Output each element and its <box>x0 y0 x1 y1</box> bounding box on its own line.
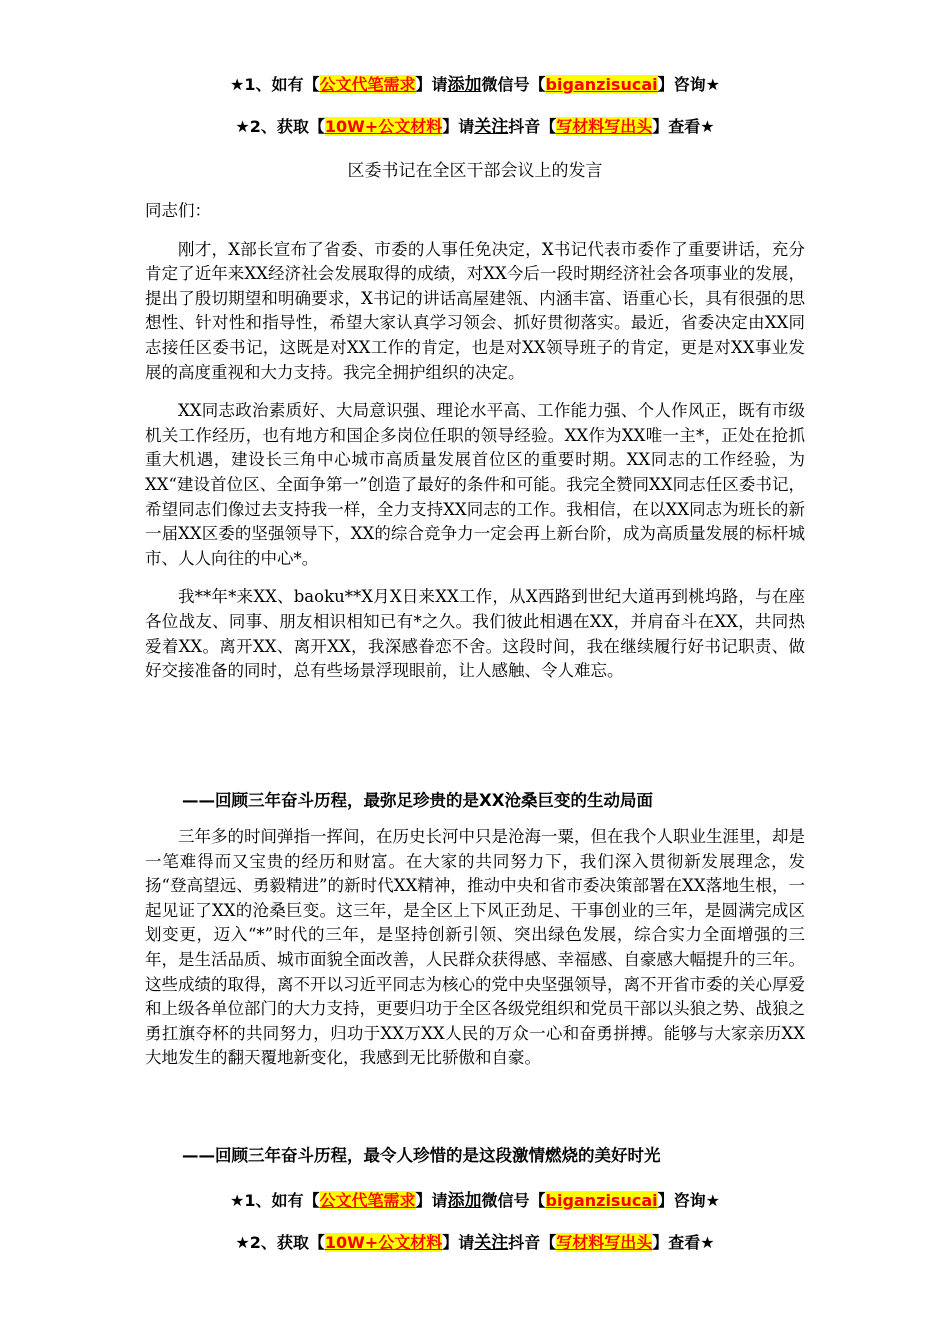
ad-highlight-materials: 10W+公文材料 <box>324 117 443 136</box>
ad-highlight-service: 公文代笔需求 <box>319 1191 416 1210</box>
ad-emphasis: 添加 <box>447 1191 482 1211</box>
ad-line-douyin-bottom <box>0 1228 950 1253</box>
ad-emphasis: 关注 <box>474 1233 509 1253</box>
ad-prefix: ★2、获取【 <box>235 117 325 136</box>
ad-text: 微信号【 <box>481 75 546 94</box>
ad-text: 】请 <box>442 117 475 136</box>
ad-highlight-service: 公文代笔需求 <box>319 75 416 94</box>
ad-suffix: 】查看★ <box>652 117 715 136</box>
ad-text: 微信号【 <box>481 1191 546 1210</box>
document-title: 区委书记在全区干部会议上的发言 <box>347 161 603 181</box>
ad-highlight-douyin-name: 写材料写出头 <box>556 117 653 136</box>
ad-text: 】请 <box>415 1191 448 1210</box>
ad-line-wechat <box>0 70 950 95</box>
ad-suffix: 】查看★ <box>652 1233 715 1252</box>
ad-highlight-wechat-id: biganzisucai <box>545 75 658 94</box>
ad-prefix: ★1、如有【 <box>230 1191 320 1210</box>
ad-highlight-wechat-id: biganzisucai <box>545 1191 658 1210</box>
ad-suffix: 】咨询★ <box>657 75 720 94</box>
paragraph-1: 刚才，X部长宣布了省委、市委的人事任免决定，X书记代表市委作了重要讲话，充分肯定了近年来XX经济社会发展取得的成绩，对XX今后一段时期经济社会各项事业的发展，提出了殷切期望和明确要求，X书记的讲话高屋建瓴、内涵丰富、语重心长，具有很强的思想性、针对性和指导性，希望大家认真学习领会、抓好贯彻落实。最近，省委决定由XX同志接任区委书记，这既是对XX工作的肯定，也是对XX领导班子的肯定，更是对XX事业发展的高度重视和大力支持。我完全拥护组织的决定。 <box>145 239 805 382</box>
ad-prefix: ★1、如有【 <box>230 75 320 94</box>
paragraph-3: 我**年*来XX、baoku**X月X日来XX工作，从X西路到世纪大道再到桃坞路，与在座各位战友、同事、朋友相识相知已有*之久。我们彼此相遇在XX，并肩奋斗在XX，共同热爱着XX。离开XX、离开XX，我深感眷恋不舍。这段时间，我在继续履行好书记职责、做好交接准备的同时，总有些场景浮现眼前，让人感触、令人难忘。 <box>145 587 805 681</box>
salutation: 同志们： <box>145 201 211 220</box>
document-body-section <box>145 825 805 1071</box>
section-heading-1: ——回顾三年奋斗历程，最弥足珍贵的是XX沧桑巨变的生动局面 <box>182 791 653 810</box>
ad-text: 抖音【 <box>508 117 557 136</box>
ad-text: 】请 <box>415 75 448 94</box>
ad-highlight-materials: 10W+公文材料 <box>324 1233 443 1252</box>
ad-emphasis: 关注 <box>474 117 509 137</box>
ad-text: 】请 <box>442 1233 475 1252</box>
paragraph-4: 三年多的时间弹指一挥间，在历史长河中只是沧海一粟，但在我个人职业生涯里，却是一笔难得而又宝贵的经历和财富。在大家的共同努力下，我们深入贯彻新发展理念，发扬“登高望远、勇毅精进”的新时代XX精神，推动中央和省市委决策部署在XX落地生根，一起见证了XX的沧桑巨变。这三年，是全区上下风正劲足、干事创业的三年，是圆满完成区划变更，迈入“*”时代的三年，是坚持创新引领、突出绿色发展，综合实力全面增强的三年，是生活品质、城市面貌全面改善，人民群众获得感、幸福感、自豪感大幅提升的三年。这些成绩的取得，离不开以习近平同志为核心的党中央坚强领导，离不开省市委的关心厚爱和上级各单位部门的大力支持，更要归功于全区各级党组织和党员干部以头狼之势、战狼之勇扛旗夺杯的共同努力，归功于XX万XX人民的万众一心和奋勇拼搏。能够与大家亲历XX大地发生的翻天覆地新变化，我感到无比骄傲和自豪。 <box>145 827 805 1068</box>
ad-line-douyin <box>0 112 950 137</box>
ad-text: 抖音【 <box>508 1233 557 1252</box>
ad-highlight-douyin-name: 写材料写出头 <box>556 1233 653 1252</box>
paragraph-2: XX同志政治素质好、大局意识强、理论水平高、工作能力强、个人作风正，既有市级机关工作经历，也有地方和国企多岗位任职的领导经验。XX作为XX唯一主*，正处在抢抓重大机遇，建设长三角中心城市高质量发展首位区的重要时期。XX同志的工作经验，为XX“建设首位区、全面争第一”创造了最好的条件和可能。我完全赞同XX同志任区委书记，希望同志们像过去支持我一样，全力支持XX同志的工作。我相信，在以XX同志为班长的新一届XX区委的坚强领导下，XX的综合竞争力一定会再上新台阶，成为高质量发展的标杆城市、人人向往的中心*。 <box>145 401 805 568</box>
ad-line-wechat-bottom <box>0 1186 950 1211</box>
ad-emphasis: 添加 <box>447 75 482 95</box>
ad-prefix: ★2、获取【 <box>235 1233 325 1252</box>
document-body <box>145 199 805 684</box>
section-heading-2: ——回顾三年奋斗历程，最令人珍惜的是这段激情燃烧的美好时光 <box>182 1146 661 1165</box>
ad-suffix: 】咨询★ <box>657 1191 720 1210</box>
